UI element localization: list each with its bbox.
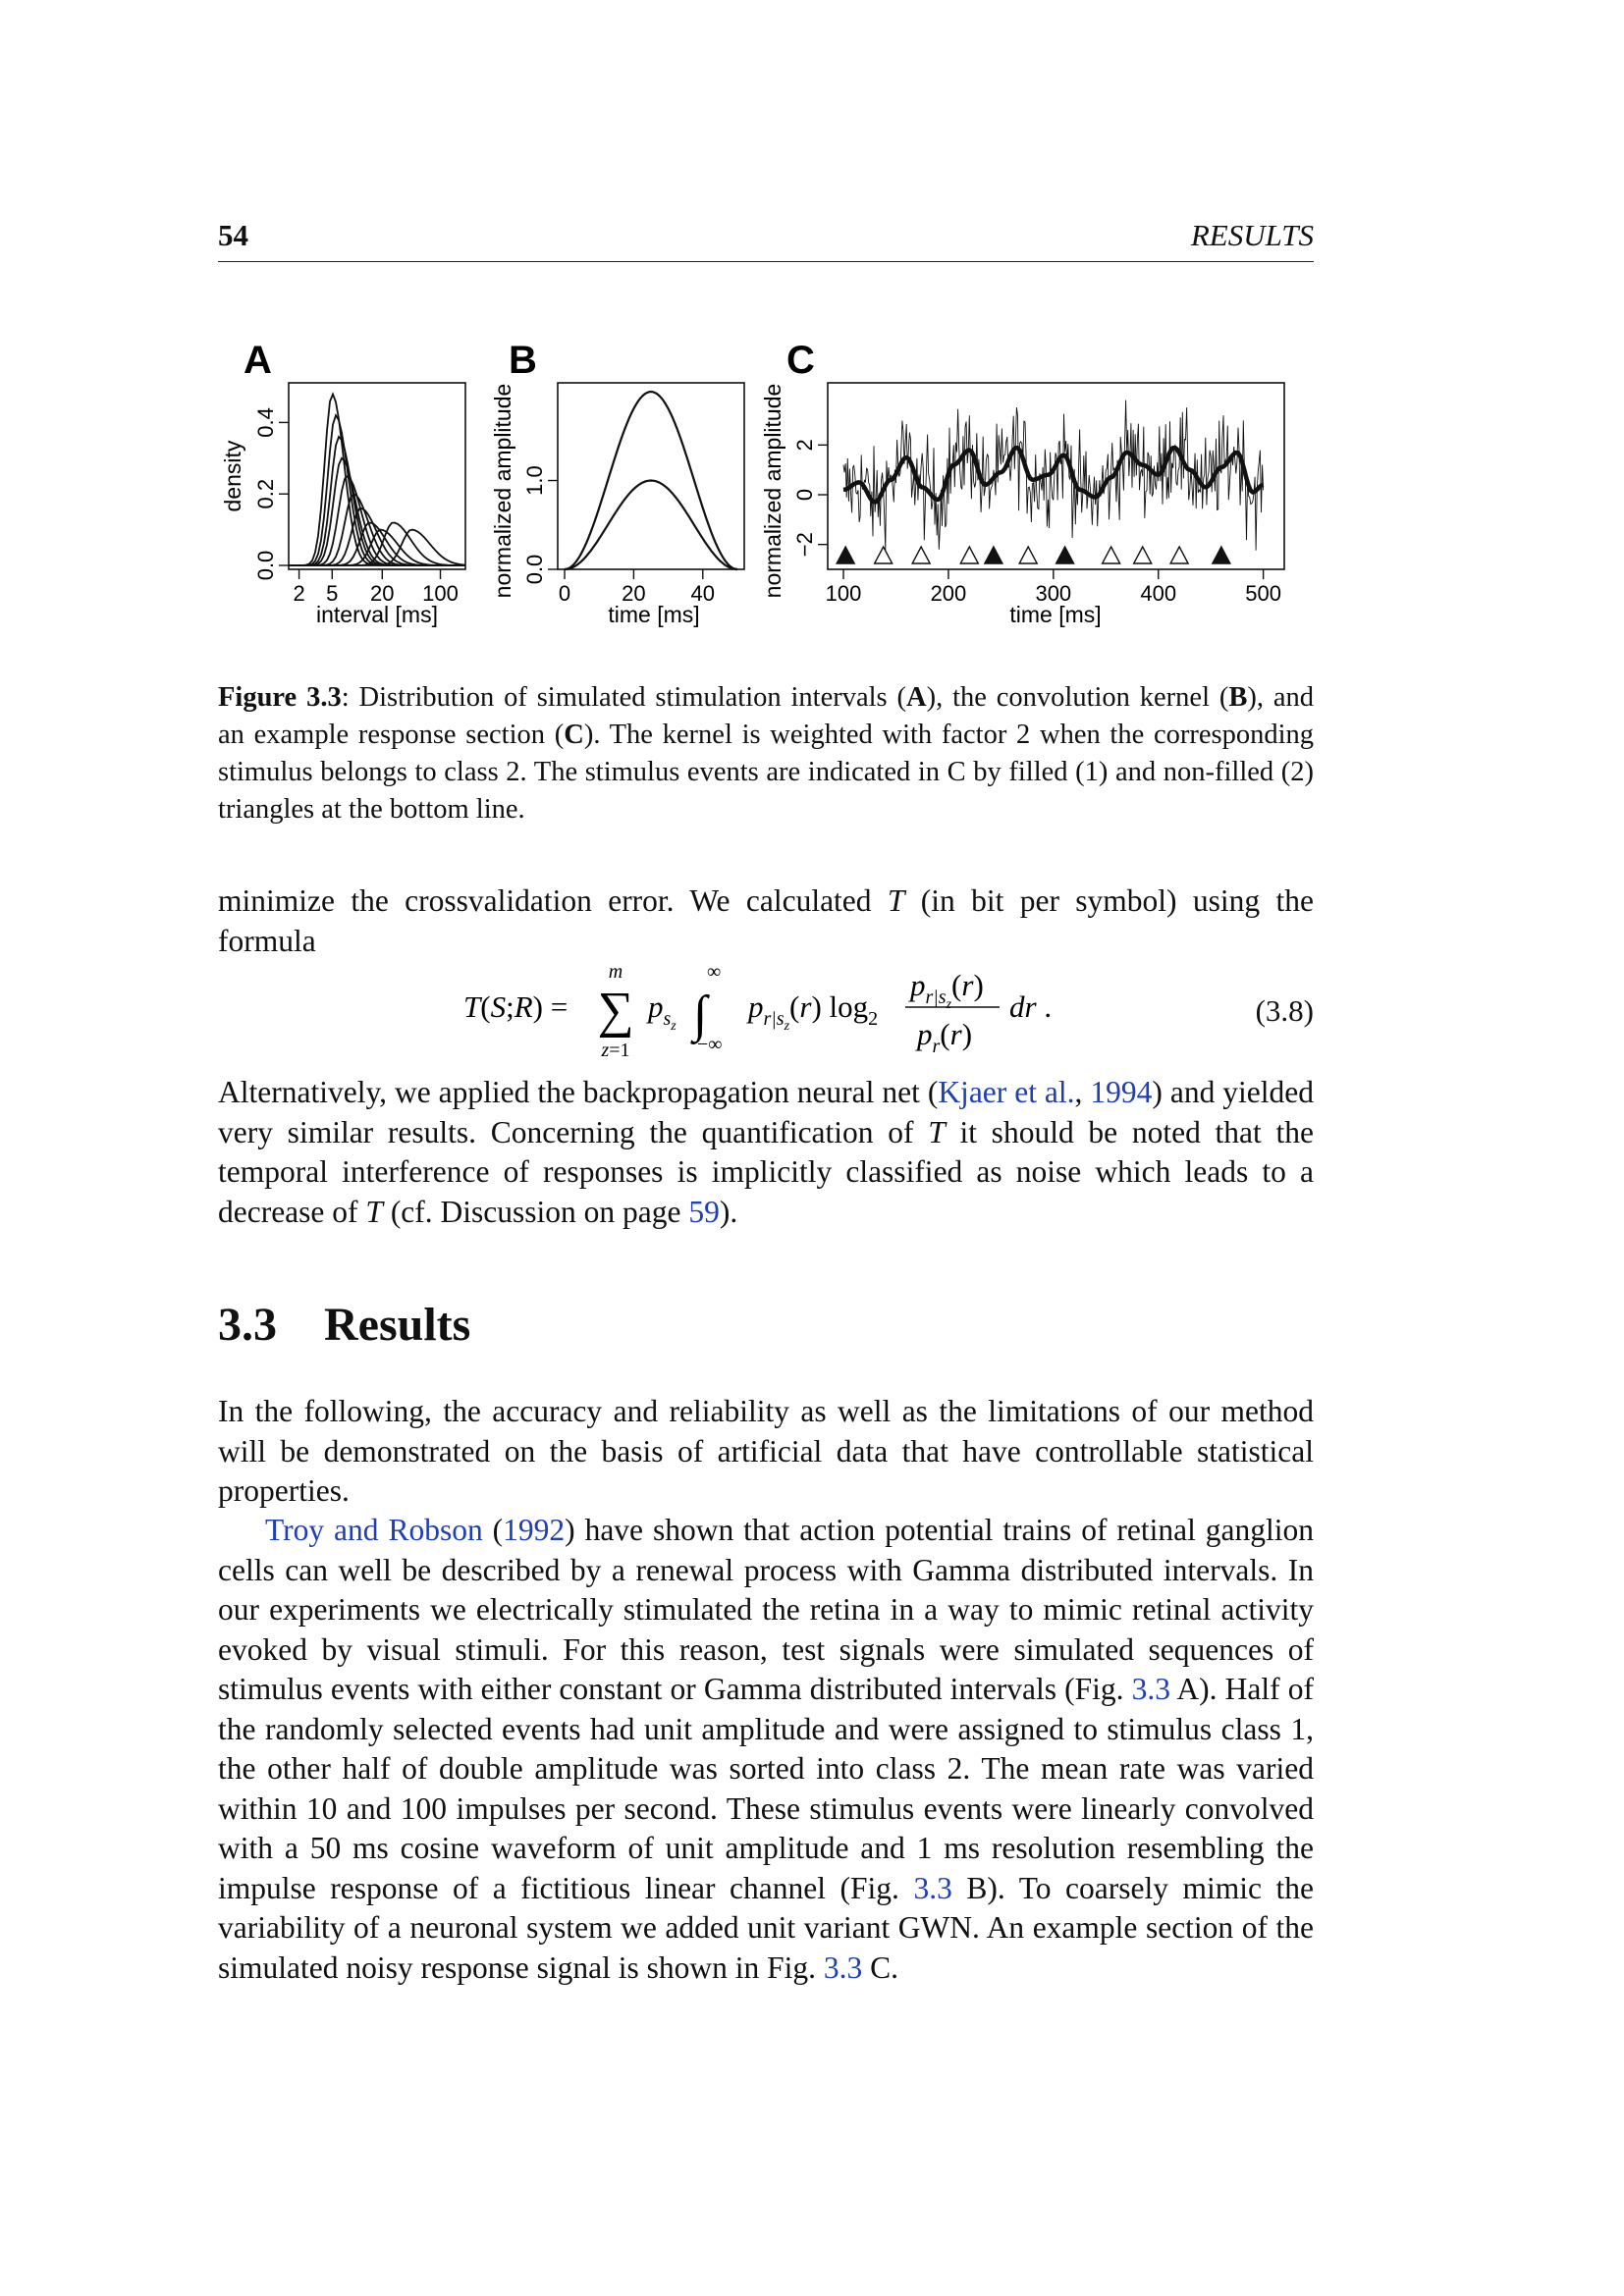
panel-c-xtick-0: 100	[825, 581, 862, 606]
p2-text-d: (cf. Discussion on page	[382, 1194, 689, 1229]
equation-3-8	[218, 954, 1314, 1062]
event-marker-open	[875, 547, 893, 563]
panel-c-events	[837, 547, 1230, 563]
panel-b-xtick-2: 40	[690, 581, 716, 606]
event-marker-open	[1103, 547, 1120, 563]
p2-comma: ,	[1074, 1075, 1091, 1109]
citation-troy-year-link[interactable]: 1992	[503, 1513, 566, 1547]
p2-text-e: ).	[719, 1194, 738, 1229]
caption-label: Figure 3.3	[218, 682, 342, 713]
event-marker-filled	[1056, 547, 1074, 563]
paragraph-1	[218, 881, 1314, 961]
panel-c-xtick-3: 400	[1140, 581, 1177, 606]
equation-formula	[218, 954, 1314, 1062]
page-number: 54	[218, 218, 248, 252]
figure-ref-link-1[interactable]: 3.3	[1131, 1672, 1171, 1706]
panel-a-xtick-3: 100	[422, 581, 459, 606]
p2-symbol-t-2: T	[365, 1194, 383, 1229]
caption-bold-a: A	[906, 682, 927, 713]
citation-kjaer-year-link[interactable]: 1994	[1090, 1075, 1153, 1109]
eq-sum-upper: m	[608, 961, 623, 983]
p2-text-c: it should be noted that the temporal interference of responses is implicitly classified as noise which leads to a decrease of	[218, 1114, 1314, 1229]
caption-text-1: : Distribution of simulated stimulation intervals (	[341, 682, 906, 713]
event-marker-filled	[837, 547, 854, 563]
panel-b-curves	[565, 392, 737, 569]
panel-c-xtick-2: 300	[1035, 581, 1072, 606]
eq-frac-den: $p_r(r)$	[917, 1017, 973, 1057]
panel-a-xlabel: interval [ms]	[316, 602, 438, 627]
panel-a-axes	[220, 407, 459, 627]
caption-bold-c: C	[564, 720, 584, 750]
caption-text-2: ), the convolution kernel (	[926, 682, 1229, 713]
density-curve-0	[289, 395, 465, 565]
panel-a-xtick-2: 20	[370, 581, 395, 606]
panel-a-ytick-1: 0.2	[253, 478, 278, 509]
eq-integral: ∫	[693, 987, 708, 1042]
panel-b-xlabel: time [ms]	[608, 602, 700, 627]
panel-c-ytick-2: 2	[792, 439, 817, 452]
p4-text-a: ) have shown that action potential trains of retinal ganglion cells can well be described by a renewal process with Gamma distributed intervals. In our experiments we electrically stimulated the retina in a way to mimic retinal activity evoked by visual stimuli. For this reason, test signals were simulated sequences of stimulus events with either constant or Gamma distributed intervals (Fig.	[218, 1513, 1315, 1706]
paragraph-2	[218, 1073, 1314, 1232]
equation-number: (3.8)	[1255, 993, 1314, 1028]
section-number: 3.3	[218, 1299, 277, 1351]
figure-3-3	[214, 344, 1314, 638]
p4-text-d: C.	[862, 1949, 899, 1985]
figure-ref-link-2[interactable]: 3.3	[913, 1870, 952, 1905]
running-title: RESULTS	[1190, 218, 1314, 252]
section-title: Results	[324, 1299, 471, 1351]
panel-c-axes	[760, 384, 1281, 627]
p4-open: (	[482, 1513, 504, 1547]
panel-a-curves	[289, 395, 465, 565]
eq-frac-num: $p_{r|s}z(r)$	[910, 968, 984, 1012]
panel-b-xtick-0: 0	[558, 581, 571, 606]
event-marker-open	[1019, 547, 1037, 563]
eq-int-upper: ∞	[707, 961, 722, 983]
p4-text-c: B). To coarsely mimic the variability of a neuronal system we added unit variant GWN. An example section of the simulated noisy response signal is shown in Fig.	[218, 1870, 1314, 1985]
eq-dr: dr .	[1009, 989, 1053, 1024]
event-marker-open	[912, 547, 930, 563]
figure-caption	[218, 679, 1314, 828]
eq-lhs: T(S;R) =	[463, 989, 568, 1024]
panel-c-ytick-1: 0	[792, 488, 817, 502]
section-heading	[218, 1298, 470, 1352]
panel-c-xlabel: time [ms]	[1009, 602, 1102, 627]
panel-c-ytick-0: −2	[792, 532, 817, 558]
p2-symbol-t: T	[928, 1114, 946, 1149]
page-reference-link[interactable]: 59	[688, 1194, 720, 1229]
caption-bold-b: B	[1228, 682, 1248, 713]
panel-a-ylabel: density	[220, 440, 245, 512]
panel-a-xtick-1: 5	[326, 581, 339, 606]
panel-c	[760, 344, 1284, 627]
panel-a-letter: A	[244, 344, 272, 382]
header-rule	[218, 261, 1314, 262]
panel-b	[490, 344, 744, 627]
eq-p-cond: $p_{r|s}z(r)$ $\log_2$	[748, 989, 879, 1034]
panel-a	[220, 344, 465, 627]
event-marker-open	[960, 547, 978, 563]
panel-b-ytick-0: 0.0	[522, 554, 547, 585]
p1-text-a: minimize the crossvalidation error. We calculated	[218, 883, 888, 918]
paragraph-4	[218, 1511, 1314, 1988]
citation-kjaer-link[interactable]: Kjaer et al.	[938, 1075, 1075, 1109]
figure-svg	[214, 344, 1314, 638]
eq-sum-sign: ∑	[597, 983, 634, 1039]
caption-text-4: ). The kernel is weighted with factor 2 when the corresponding stimulus belongs to class 2. The stimulus events are indicated in C by filled (1) and non-filled (2) triangles at the bottom line.	[218, 720, 1314, 825]
event-marker-filled	[985, 547, 1002, 563]
panel-c-xtick-1: 200	[930, 581, 967, 606]
paragraph-3: In the following, the accuracy and reliability as well as the limitations of our method will be demonstrated on the basis of artificial data that have controllable statistical properties.	[218, 1394, 1314, 1508]
event-marker-open	[1170, 547, 1188, 563]
p4-text-b: A). Half of the randomly selected events had unit amplitude and were assigned to stimulus class 1, the other half of double amplitude was sorted into class 2. The mean rate was varied within 10 and 100 impulses per second. These stimulus events were linearly convolved with a 50 ms cosine waveform of unit amplitude and 1 ms resolution resembling the impulse response of a fictitious linear channel (Fig.	[218, 1672, 1314, 1905]
event-marker-filled	[1213, 547, 1230, 563]
panel-b-ylabel: normalized amplitude	[490, 383, 515, 599]
eq-sum-lower: z=1	[601, 1040, 630, 1061]
panel-c-xtick-4: 500	[1245, 581, 1281, 606]
p2-text-b: ) and yielded very similar results. Concerning the quantification of	[218, 1075, 1315, 1149]
figure-ref-link-3[interactable]: 3.3	[823, 1949, 863, 1985]
noisy-response-line	[843, 400, 1264, 551]
panel-b-letter: B	[509, 344, 537, 382]
panel-a-ytick-2: 0.4	[253, 407, 278, 438]
p2-text-a: Alternatively, we applied the backpropagation neural net (	[218, 1075, 939, 1109]
panel-a-ytick-0: 0.0	[253, 550, 278, 581]
event-marker-open	[1134, 547, 1152, 563]
panel-b-frame	[558, 383, 744, 569]
panel-a-frame	[289, 383, 465, 569]
p1-text-b: (in bit per symbol) using the formula	[218, 883, 1314, 958]
panel-b-ytick-1: 1.0	[522, 465, 547, 496]
eq-int-lower: −∞	[697, 1034, 723, 1055]
citation-troy-link[interactable]: Troy and Robson	[265, 1513, 483, 1547]
kernel-curve-2	[565, 481, 737, 570]
p1-symbol-t: T	[887, 883, 905, 918]
panel-c-letter: C	[786, 344, 815, 382]
caption-text-3: ), and an example response section (	[218, 682, 1314, 750]
panel-b-xtick-1: 20	[622, 581, 646, 606]
panel-c-ylabel: normalized amplitude	[760, 383, 785, 599]
eq-p-sz: $p_sz$	[648, 989, 677, 1034]
panel-c-noisy-trace	[843, 400, 1264, 551]
panel-a-xtick-0: 2	[293, 581, 305, 606]
